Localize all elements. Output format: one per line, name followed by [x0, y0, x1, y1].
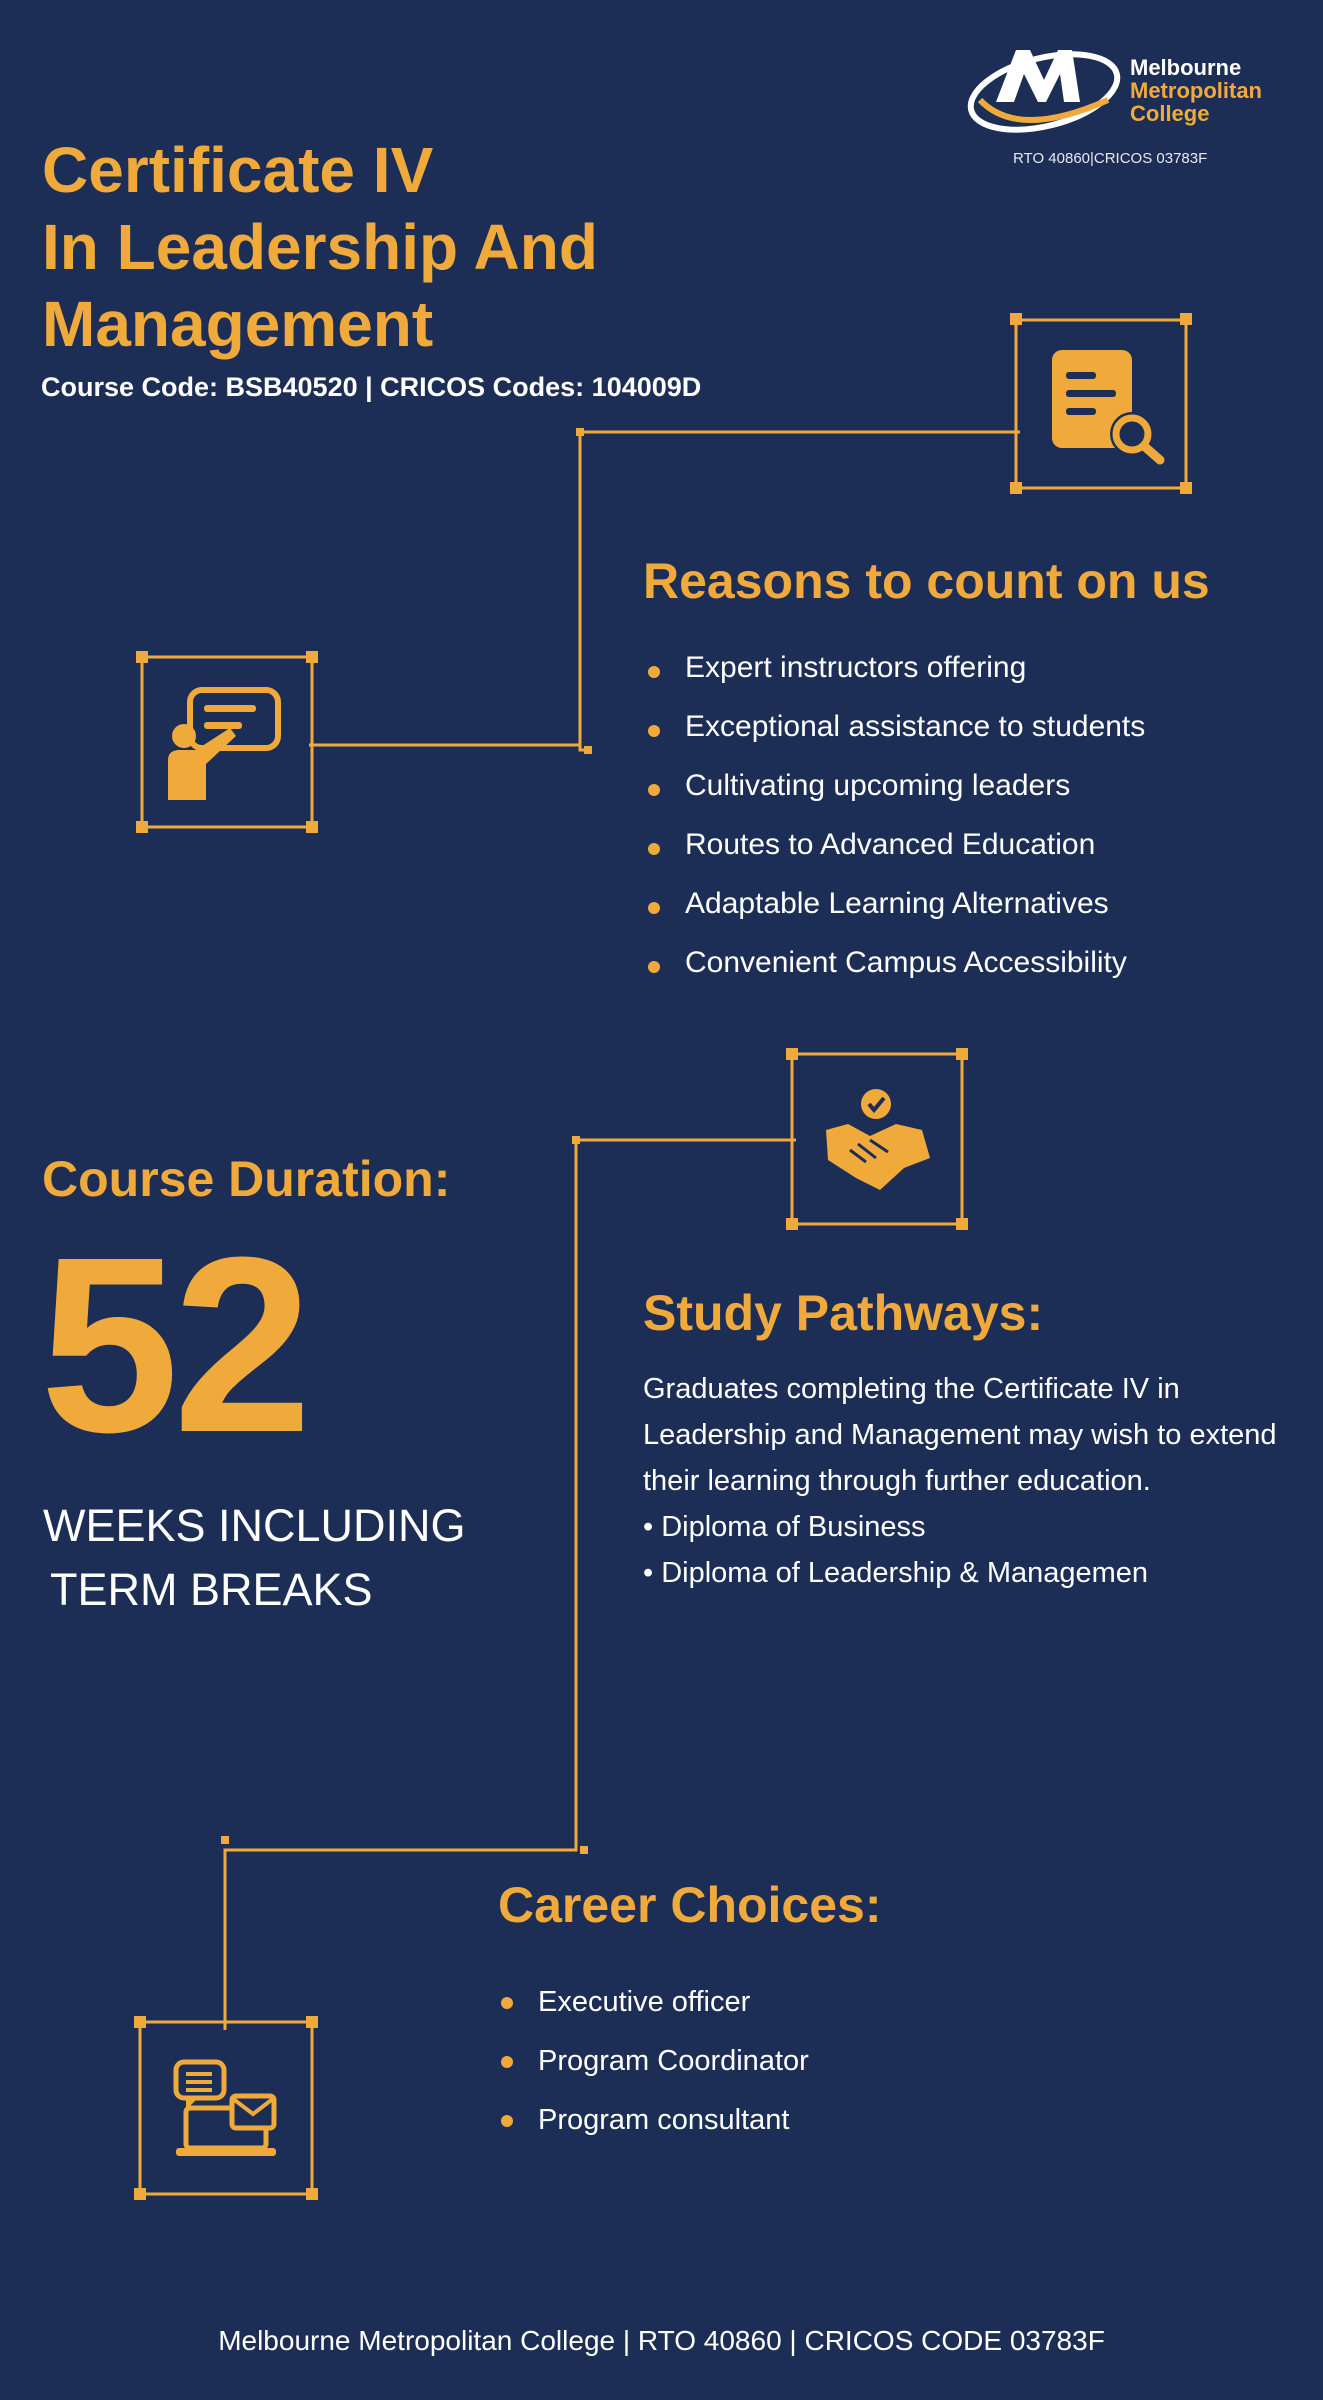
title-line-1: Certificate IV [42, 134, 434, 206]
page-footer: Melbourne Metropolitan College | RTO 40860 | CRICOS CODE 03783F [218, 2325, 1105, 2356]
page-title [42, 132, 762, 363]
duration-label-line-2: TERM BREAKS [50, 1564, 373, 1615]
duration-number: 52 [40, 1205, 307, 1484]
list-item: Expert instructors offering [645, 642, 1145, 701]
college-logo-mark [958, 40, 1128, 150]
pathways-text [643, 1366, 1303, 1596]
college-logo [958, 40, 1288, 180]
list-item: Program Coordinator [498, 2032, 809, 2091]
list-item: Exceptional assistance to students [645, 701, 1145, 760]
handshake-check-icon [826, 1089, 930, 1190]
presenter-icon [168, 690, 278, 800]
pathways-heading: Study Pathways: [643, 1285, 1044, 1341]
list-item: Routes to Advanced Education [645, 819, 1145, 878]
title-line-2: In Leadership And [42, 211, 598, 283]
course-code: Course Code: BSB40520 | CRICOS Codes: 104009D [41, 372, 702, 402]
logo-line-1: Melbourne [1130, 55, 1242, 80]
duration-label-line-1: WEEKS INCLUDING [43, 1500, 466, 1551]
pathway-item: • Diploma of Business [643, 1511, 926, 1543]
pathways-paragraph: Graduates completing the Certificate IV in Leadership and Management may wish to extend their learning through further education. [643, 1373, 1277, 1497]
logo-rto-code: RTO 40860|CRICOS 03783F [1013, 150, 1208, 167]
reasons-list [645, 642, 1145, 996]
pathway-item: • Diploma of Leadership & Managemen [643, 1557, 1149, 1589]
reasons-heading: Reasons to count on us [643, 553, 1210, 609]
careers-list [498, 1973, 809, 2150]
logo-line-2: Metropolitan [1130, 78, 1262, 103]
title-line-3: Management [42, 288, 434, 360]
logo-line-3: College [1130, 101, 1210, 126]
list-item: Convenient Campus Accessibility [645, 937, 1145, 996]
list-item: Adaptable Learning Alternatives [645, 878, 1145, 937]
list-item: Program consultant [498, 2091, 809, 2150]
careers-heading: Career Choices: [498, 1877, 882, 1933]
list-item: Executive officer [498, 1973, 809, 2032]
list-item: Cultivating upcoming leaders [645, 760, 1145, 819]
document-search-icon [1052, 350, 1160, 460]
duration-heading: Course Duration: [42, 1151, 451, 1207]
chat-mail-device-icon [176, 2062, 276, 2156]
college-logo-text [1130, 56, 1262, 125]
